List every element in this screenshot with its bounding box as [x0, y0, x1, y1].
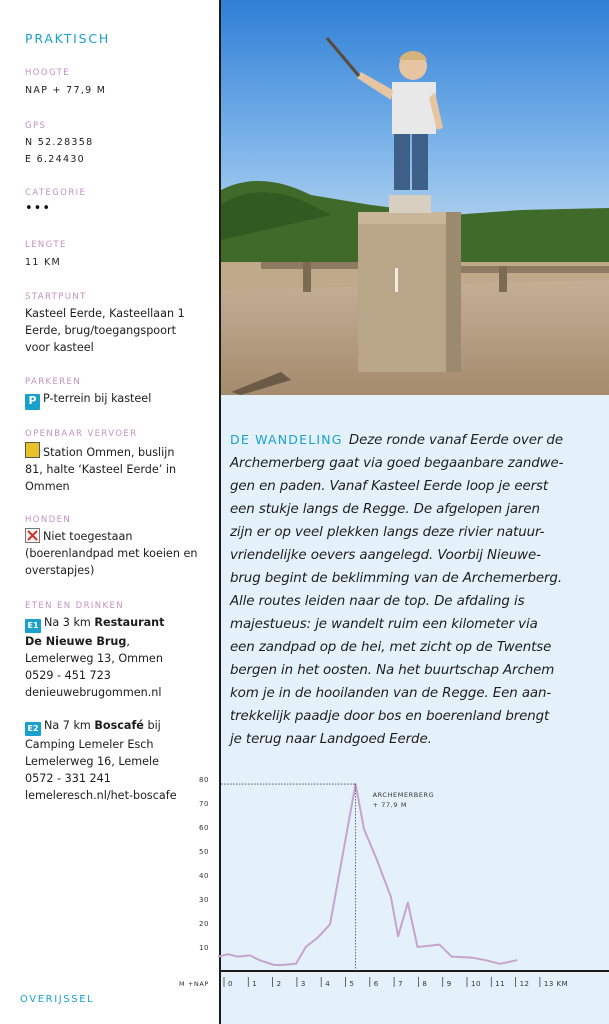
walk-line: gen en paden. Vanaf Kasteel Eerde loop je eerst — [230, 479, 549, 494]
peak-annotation-value: + 77,9 M — [372, 801, 408, 810]
eten-line: Camping Lemeler Esch — [25, 738, 154, 751]
eten-badge-icon: E2 — [25, 722, 41, 736]
photo-illustration — [221, 0, 609, 395]
y-tick-label: 50 — [199, 848, 209, 856]
peak-annotation-title: ARCHEMERBERG — [372, 791, 435, 800]
eten-name-suffix: bij — [143, 719, 161, 732]
eten-address: Lemelerweg 16, Lemele — [25, 755, 160, 768]
ov-label: OPENBAAR VERVOER — [25, 429, 138, 439]
hero-photo — [221, 0, 609, 395]
parkeren-value-row — [25, 390, 151, 410]
sidebar — [0, 0, 219, 1024]
x-tick-label: 2 — [276, 980, 282, 988]
parkeren-value: P-terrein bij kasteel — [43, 392, 152, 405]
parkeren-label: PARKEREN — [25, 377, 82, 387]
y-tick-label: 30 — [199, 896, 209, 904]
ov-line: Ommen — [25, 480, 70, 493]
y-tick-label: 60 — [199, 824, 209, 832]
walk-line: vriendelijke oevers aangelegd. Voorbij Nieuwe- — [230, 548, 541, 563]
eten-name: Boscafé — [94, 719, 144, 732]
honden-line: overstapjes) — [25, 564, 95, 577]
eten-place-1 — [25, 614, 165, 701]
eten-badge-icon: E1 — [25, 619, 41, 633]
column-divider — [219, 0, 221, 1024]
gps-lon: E 6.24430 — [25, 154, 86, 165]
walk-heading: DE WANDELING — [230, 432, 343, 447]
eten-label: ETEN EN DRINKEN — [25, 601, 125, 611]
x-tick-label: 8 — [422, 980, 428, 988]
walk-line: zijn er op veel plekken langs deze rivier natuur- — [230, 525, 545, 540]
x-tick-label: 6 — [373, 980, 379, 988]
walk-line: Alle routes leiden naar de top. De afdaling is — [230, 594, 525, 609]
startpunt-line: Kasteel Eerde, Kasteellaan 1 — [25, 307, 185, 320]
eten-website: lemeleresch.nl/het-boscafe — [25, 789, 177, 802]
eten-phone: 0572 - 331 241 — [25, 772, 111, 785]
eten-prefix: Na 7 km — [44, 719, 95, 732]
gps-lat: N 52.28358 — [25, 137, 94, 148]
lengte-value: 11 KM — [25, 257, 62, 268]
walk-line: kom je in de hooilanden van de Regge. Een aan- — [230, 686, 552, 701]
x-tick-label: 0 — [228, 980, 233, 988]
honden-line: Niet toegestaan — [43, 530, 133, 543]
startpunt-address — [25, 305, 185, 356]
eten-address: Lemelerweg 13, Ommen — [25, 652, 163, 665]
bus-icon — [25, 442, 40, 458]
startpunt-line: voor kasteel — [25, 341, 94, 354]
y-tick-label: 70 — [199, 800, 209, 808]
eten-prefix: Na 3 km — [44, 616, 95, 629]
parking-icon: P — [25, 394, 40, 410]
walk-line: een zandpad op de hei, met zicht op de Twentse — [230, 640, 552, 655]
honden-line: (boerenlandpad met koeien en — [25, 547, 198, 560]
walk-line: Archemerberg gaat via goed begaanbare zandwe- — [230, 456, 564, 471]
x-tick-label: 7 — [398, 980, 404, 988]
ov-line: 81, halte ‘Kasteel Eerde’ in — [25, 463, 177, 476]
x-tick-label: 11 — [495, 980, 506, 988]
x-tick-label: 5 — [349, 980, 355, 988]
walk-line: je terug naar Landgoed Eerde. — [230, 732, 432, 747]
x-tick-label: 12 — [519, 980, 530, 988]
walk-line: een stukje langs de Regge. De afgelopen jaren — [230, 502, 540, 517]
x-tick-label: 10 — [471, 980, 481, 988]
categorie-label: CATEGORIE — [25, 188, 87, 198]
ov-value — [25, 442, 176, 495]
walk-line: trekkelijk paadje door bos en boerenland brengt — [230, 709, 550, 724]
honden-value — [25, 528, 197, 579]
sidebar-title: PRAKTISCH — [25, 31, 111, 46]
walk-line: bergen in het oosten. Na het buurtschap Archem — [230, 663, 555, 678]
x-tick-label: 1 — [252, 980, 258, 988]
region-footer: OVERIJSSEL — [20, 994, 95, 1005]
hoogte-value: NAP + 77,9 M — [25, 85, 107, 96]
y-tick-label: 40 — [199, 872, 209, 880]
x-tick-label: 9 — [446, 980, 452, 988]
y-axis-unit-label: M +NAP — [179, 980, 209, 988]
eten-name-2: De Nieuwe Brug — [25, 635, 127, 648]
y-tick-label: 10 — [199, 944, 209, 952]
eten-phone: 0529 - 451 723 — [25, 669, 111, 682]
gps-label: GPS — [25, 121, 47, 131]
categorie-dots: ••• — [25, 201, 52, 216]
x-tick-label: 4 — [325, 980, 331, 988]
eten-name: Restaurant — [94, 616, 165, 629]
walk-line: brug begint de beklimming van de Archemerberg. — [230, 571, 562, 586]
startpunt-label: STARTPUNT — [25, 292, 87, 302]
walk-description — [230, 428, 598, 751]
startpunt-line: Eerde, brug/toegangspoort — [25, 324, 176, 337]
hoogte-label: HOOGTE — [25, 68, 71, 78]
x-tick-label: 13 KM — [543, 980, 569, 988]
no-dogs-icon — [25, 528, 40, 543]
walk-line: majestueus: je wandelt ruim een kilometer via — [230, 617, 538, 632]
ov-line: Station Ommen, buslijn — [43, 446, 175, 459]
y-tick-label: 20 — [199, 920, 209, 928]
eten-name-suffix: , — [126, 635, 130, 648]
honden-label: HONDEN — [25, 515, 72, 525]
lengte-label: LENGTE — [25, 240, 67, 250]
walk-line: Deze ronde vanaf Eerde over de — [348, 433, 563, 448]
y-tick-label: 80 — [199, 776, 209, 784]
x-tick-label: 3 — [300, 980, 306, 988]
eten-place-2 — [25, 717, 177, 804]
eten-website: denieuwebrugommen.nl — [25, 686, 162, 699]
